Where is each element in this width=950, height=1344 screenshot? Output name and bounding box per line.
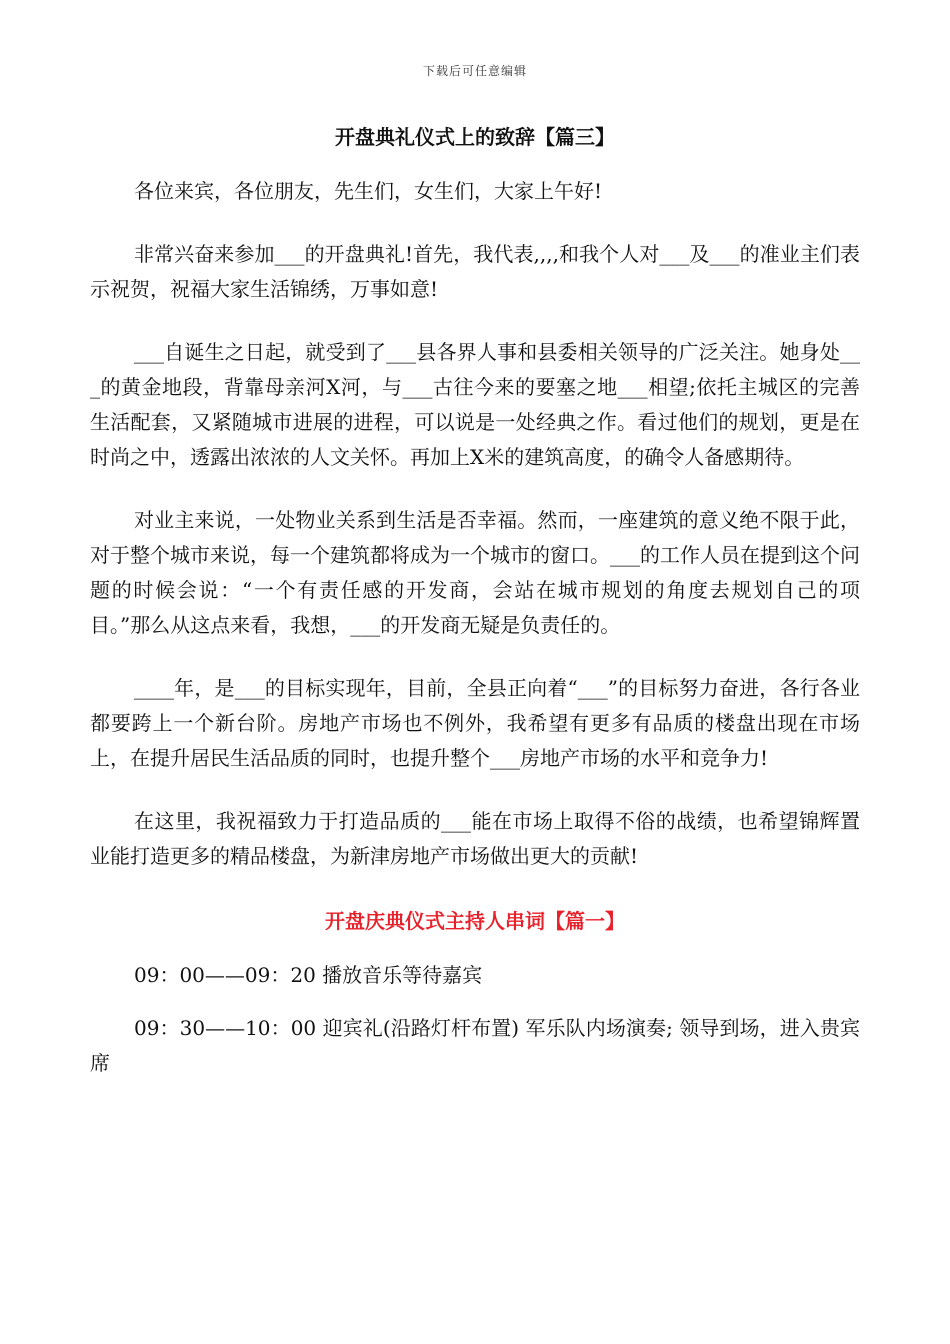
header-note: 下载后可任意编辑: [422, 64, 527, 78]
paragraph: 对业主来说，一处物业关系到生活是否幸福。然而，一座建筑的意义绝不限于此，对于整个城市来说，每一个建筑都将成为一个城市的窗口。___的工作人员在提到这个问题的时候会说：“一个有责任感的开发商，会站在城市规划的角度去规划自己的项目。”那么从这点来看，我想，___的开发商无疑是负责任的。: [90, 508, 860, 637]
paragraph: 各位来宾，各位朋友，先生们，女生们，大家上午好!: [134, 179, 603, 203]
schedule-item: 09：00——09：20 播放音乐等待嘉宾: [134, 963, 483, 987]
document-body: [90, 118, 860, 1099]
paragraph: ___自诞生之日起，就受到了___县各界人事和县委相关领导的广泛关注。她身处___的黄金地段，背靠母亲河X河，与___古往今来的要塞之地___相望;依托主城区的完善生活配套，又紧随城市进展的进程，可以说是一处经典之作。看过他们的规划，更是在时尚之中，透露出浓浓的人文关怀。再加上X米的建筑高度，的确令人备感期待。: [90, 340, 860, 469]
paragraph: 在这里，我祝福致力于打造品质的___能在市场上取得不俗的战绩，也希望锦辉置业能打造更多的精品楼盘，为新津房地产市场做出更大的贡献!: [90, 809, 860, 868]
paragraph: ____年，是___的目标实现年，目前，全县正向着“___”的目标努力奋进，各行各业都要跨上一个新台阶。房地产市场也不例外，我希望有更多有品质的楼盘出现在市场上，在提升居民生活品质的同时，也提升整个___房地产市场的水平和竞争力!: [90, 676, 860, 770]
section-title-red: 开盘庆典仪式主持人串词【篇一】: [325, 909, 625, 933]
schedule-item: 09：30——10：00 迎宾礼(沿路灯杆布置) 军乐队内场演奏; 领导到场，进入贵宾席: [90, 1016, 860, 1075]
section-title: 开盘典礼仪式上的致辞【篇三】: [335, 125, 615, 149]
paragraph: 非常兴奋来参加___的开盘典礼!首先，我代表,,,,和我个人对___及___的准业主们表示祝贺，祝福大家生活锦绣，万事如意!: [90, 242, 860, 301]
